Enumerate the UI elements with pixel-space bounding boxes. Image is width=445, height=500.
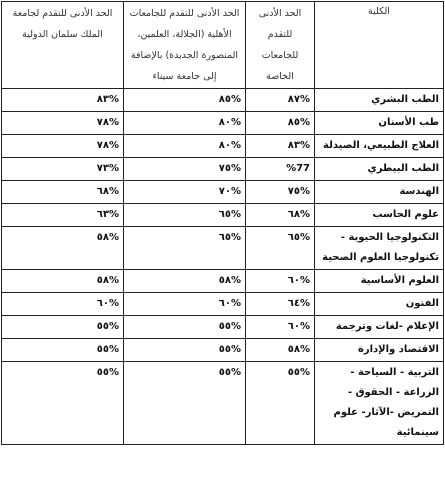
table-row xyxy=(2,158,444,181)
faculty-cell: الإعلام -لغات وترجمة xyxy=(315,316,444,339)
faculty-cell: الطب البيطري xyxy=(315,158,444,181)
faculty-cell: طب الأسنان xyxy=(315,112,444,135)
national-univ-cell: %٥٥ xyxy=(124,339,246,362)
faculty-cell: التربية - السياحة - الزراعة - الحقوق - التمريض -الآثار- علوم سينمائية xyxy=(315,362,444,445)
king-salman-cell: %٦٣ xyxy=(2,204,124,227)
faculty-cell: الهندسة xyxy=(315,181,444,204)
private-univ-cell: %٨٧ xyxy=(246,89,315,112)
national-univ-cell: %٥٨ xyxy=(124,270,246,293)
admission-table xyxy=(1,1,444,445)
header-private-univ: الحد الأدنى للتقدم للجامعات الخاصة xyxy=(246,2,315,89)
national-univ-cell: %٨٠ xyxy=(124,112,246,135)
table-body xyxy=(2,89,444,445)
king-salman-cell: %٥٨ xyxy=(2,270,124,293)
faculty-cell: الاقتصاد والإدارة xyxy=(315,339,444,362)
faculty-cell: العلاج الطبيعي، الصيدلة xyxy=(315,135,444,158)
faculty-cell: العلوم الأساسية xyxy=(315,270,444,293)
national-univ-cell: %٨٥ xyxy=(124,89,246,112)
faculty-cell: علوم الحاسب xyxy=(315,204,444,227)
national-univ-cell: %٦٥ xyxy=(124,227,246,270)
king-salman-cell: %٧٣ xyxy=(2,158,124,181)
private-univ-cell: %٧٥ xyxy=(246,181,315,204)
private-univ-cell: %٨٥ xyxy=(246,112,315,135)
table-row xyxy=(2,112,444,135)
king-salman-cell: %٧٨ xyxy=(2,112,124,135)
table-row xyxy=(2,204,444,227)
king-salman-cell: %٦٠ xyxy=(2,293,124,316)
faculty-cell: الطب البشري xyxy=(315,89,444,112)
national-univ-cell: %٥٥ xyxy=(124,362,246,445)
table-row xyxy=(2,293,444,316)
table-row xyxy=(2,270,444,293)
king-salman-cell: %٥٥ xyxy=(2,362,124,445)
king-salman-cell: %٧٨ xyxy=(2,135,124,158)
table-row xyxy=(2,362,444,445)
national-univ-cell: %٦٠ xyxy=(124,293,246,316)
header-faculty: الكلية xyxy=(315,2,444,89)
header-national-univ: الحد الأدنى للتقدم للجامعات الأهلية (الجلالة، العلمين، المنصورة الجديدة) بالإضافة إلى جامعة سيناء xyxy=(124,2,246,89)
king-salman-cell: %٥٥ xyxy=(2,339,124,362)
faculty-cell: الفنون xyxy=(315,293,444,316)
king-salman-cell: %٥٥ xyxy=(2,316,124,339)
national-univ-cell: %٨٠ xyxy=(124,135,246,158)
table-row xyxy=(2,135,444,158)
table-row xyxy=(2,227,444,270)
faculty-cell: التكنولوجيا الحيوية - تكنولوجيا العلوم الصحية xyxy=(315,227,444,270)
table-row xyxy=(2,339,444,362)
king-salman-cell: %٦٨ xyxy=(2,181,124,204)
private-univ-cell: %٦٤ xyxy=(246,293,315,316)
national-univ-cell: %٥٥ xyxy=(124,316,246,339)
private-univ-cell: %77 xyxy=(246,158,315,181)
king-salman-cell: %٨٣ xyxy=(2,89,124,112)
private-univ-cell: %٥٨ xyxy=(246,339,315,362)
private-univ-cell: %٦٥ xyxy=(246,227,315,270)
private-univ-cell: %٥٥ xyxy=(246,362,315,445)
header-row xyxy=(2,2,444,89)
private-univ-cell: %٦٨ xyxy=(246,204,315,227)
table-row xyxy=(2,316,444,339)
table-row xyxy=(2,89,444,112)
private-univ-cell: %٨٣ xyxy=(246,135,315,158)
private-univ-cell: %٦٠ xyxy=(246,270,315,293)
king-salman-cell: %٥٨ xyxy=(2,227,124,270)
header-king-salman-univ: الحد الأدنى للتقدم لجامعة الملك سلمان الدولية xyxy=(2,2,124,89)
national-univ-cell: %٧٥ xyxy=(124,158,246,181)
table-row xyxy=(2,181,444,204)
private-univ-cell: %٦٠ xyxy=(246,316,315,339)
national-univ-cell: %٦٥ xyxy=(124,204,246,227)
national-univ-cell: %٧٠ xyxy=(124,181,246,204)
